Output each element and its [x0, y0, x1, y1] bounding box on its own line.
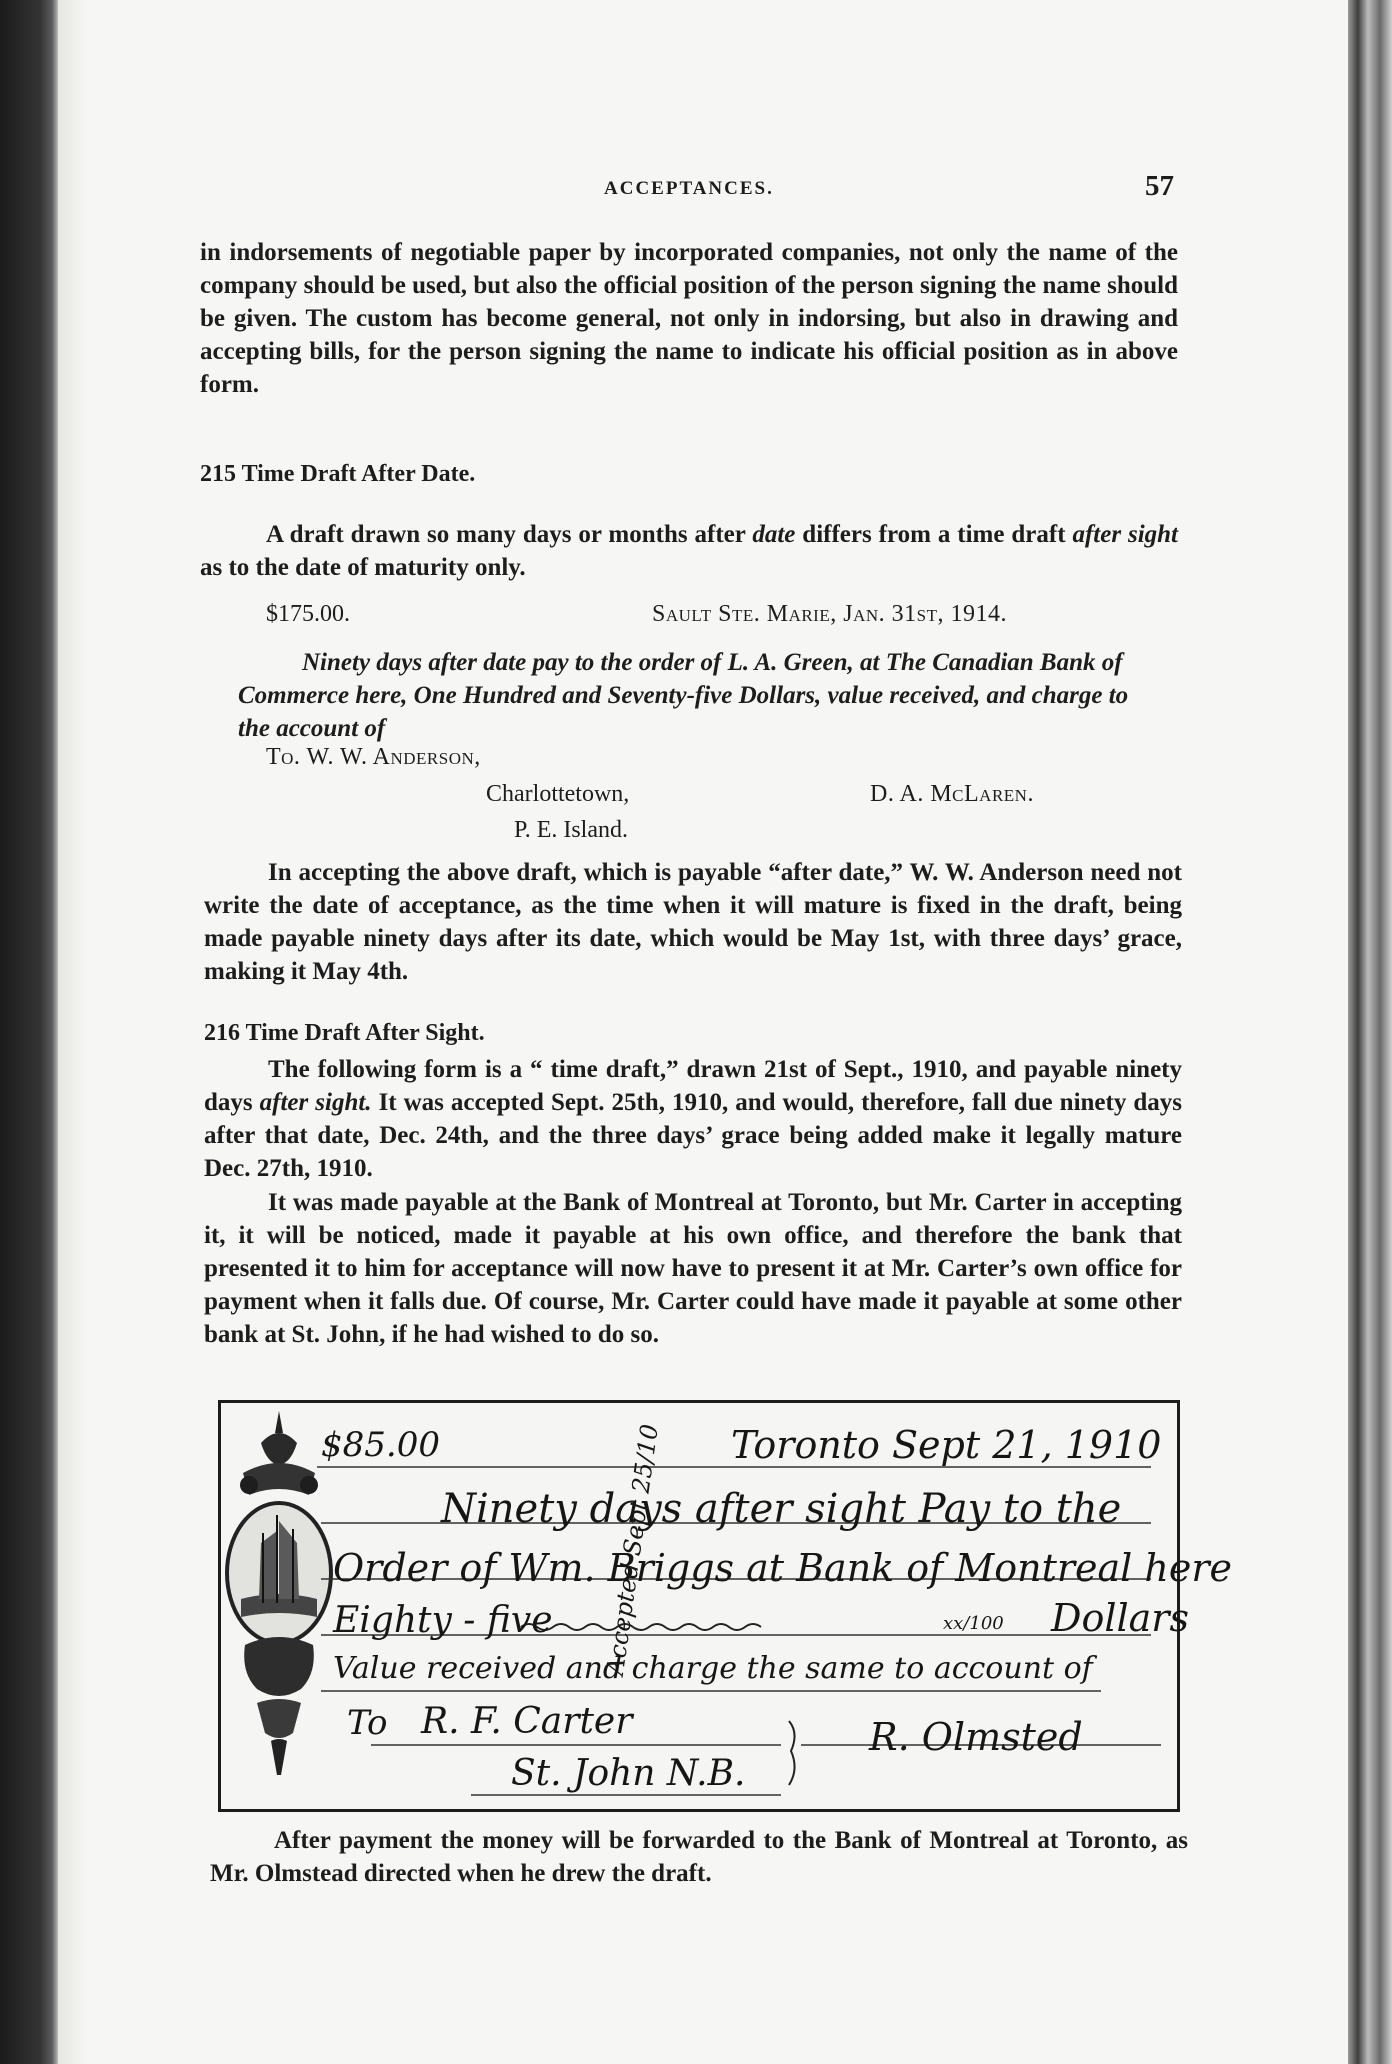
form-city-line-2: P. E. Island. — [514, 817, 628, 843]
draft-amount: $85.00 — [321, 1425, 440, 1465]
form-drawee: To. W. W. Anderson, — [266, 744, 481, 770]
emphasis-after-sight: after sight — [1072, 521, 1178, 548]
form-amount: $175.00. — [266, 601, 350, 627]
draft-drawee: R. F. Carter — [421, 1701, 633, 1742]
book-spine-left — [0, 0, 58, 2064]
closing-paragraph: After payment the money will be forwarded to the Bank of Montreal at Toronto, as Mr. Olmstead directed when he drew the draft. — [210, 1827, 1188, 1887]
section-215-heading: 215 Time Draft After Date. — [200, 461, 476, 487]
draft-line-2: Order of Wm. Briggs at Bank of Montreal here — [333, 1546, 1232, 1590]
text-run: It was accepted Sept. 25th, 1910, and would, therefore, fall due ninety days after that date, Dec. 24th, and the three days’ grace being added make it legally mature Dec. 27th, 1910. — [204, 1089, 1182, 1182]
text-run: The following form is a “ time draft,” drawn 21st of Sept., 1910, and payable ninety days — [204, 1056, 1182, 1116]
section-215-explanation: In accepting the above draft, which is payable “after date,” W. W. Anderson need not write the date of acceptance, as the time when it will mature is fixed in the draft, being made payable ninety days after its date, which would be May 1st, with three days’ grace, making it May 4th. — [204, 859, 1182, 985]
section-215-paragraph — [200, 518, 1178, 584]
form-city-line-1: Charlottetown, — [486, 781, 630, 807]
text-run: A draft drawn so many days or months after — [266, 521, 753, 548]
intro-paragraph: in indorsements of negotiable paper by incorporated companies, not only the name of the company should be used, but also the official position of the person signing the name should be given. The custom has become general, not only in indorsing, but also in drawing and accepting bills, for the person signing the name to indicate his official position as in above form. — [200, 239, 1178, 398]
page-number: 57 — [1145, 170, 1174, 202]
section-216-heading: 216 Time Draft After Sight. — [204, 1020, 485, 1046]
running-head: ACCEPTANCES. — [604, 178, 774, 199]
draft-dollars-label: Dollars — [1051, 1596, 1189, 1640]
draft-illustration — [218, 1400, 1232, 1812]
book-edge-right — [1348, 0, 1392, 2064]
text-run: as to the date of maturity only. — [200, 554, 526, 581]
draft-to-label: To — [347, 1703, 388, 1743]
emphasis-after-sight: after sight. — [259, 1089, 372, 1116]
draft-line-4: Value received and charge the same to account of — [333, 1651, 1093, 1686]
section-216-paragraph-1 — [204, 1053, 1182, 1185]
draft-drawer-signature: R. Olmsted — [869, 1715, 1083, 1759]
draft-amount-words: Eighty - five — [333, 1600, 553, 1641]
emphasis-date: date — [752, 521, 796, 548]
draft-line-1: Ninety days after sight Pay to the — [441, 1486, 1122, 1532]
draft-fraction: xx/100 — [943, 1613, 1004, 1634]
form-place-date: Sault Ste. Marie, Jan. 31st, 1914. — [652, 601, 1007, 627]
draft-drawee-city: St. John N.B. — [511, 1753, 746, 1794]
form-signature: D. A. McLaren. — [870, 781, 1034, 807]
form-body: Ninety days after date pay to the order of L. A. Green, at The Canadian Bank of Commerce here, One Hundred and Seventy-five Dollars, value received, and charge to the account of — [238, 649, 1129, 742]
draft-acceptance-stamp: Accepted Sept 25/10 — [601, 1422, 664, 1677]
text-run: differs from a time draft — [795, 521, 1073, 548]
draft-place-date: Toronto Sept 21, 1910 — [731, 1423, 1162, 1467]
section-216-paragraph-2: It was made payable at the Bank of Montreal at Toronto, but Mr. Carter in accepting it, it will be noticed, made it payable at his own office, and therefore the bank that presented it to him for acceptance will now have to present it at Mr. Carter’s own office for payment when it falls due. Of course, Mr. Carter could have made it payable at some other bank at St. John, if he had wished to do so. — [204, 1189, 1182, 1348]
